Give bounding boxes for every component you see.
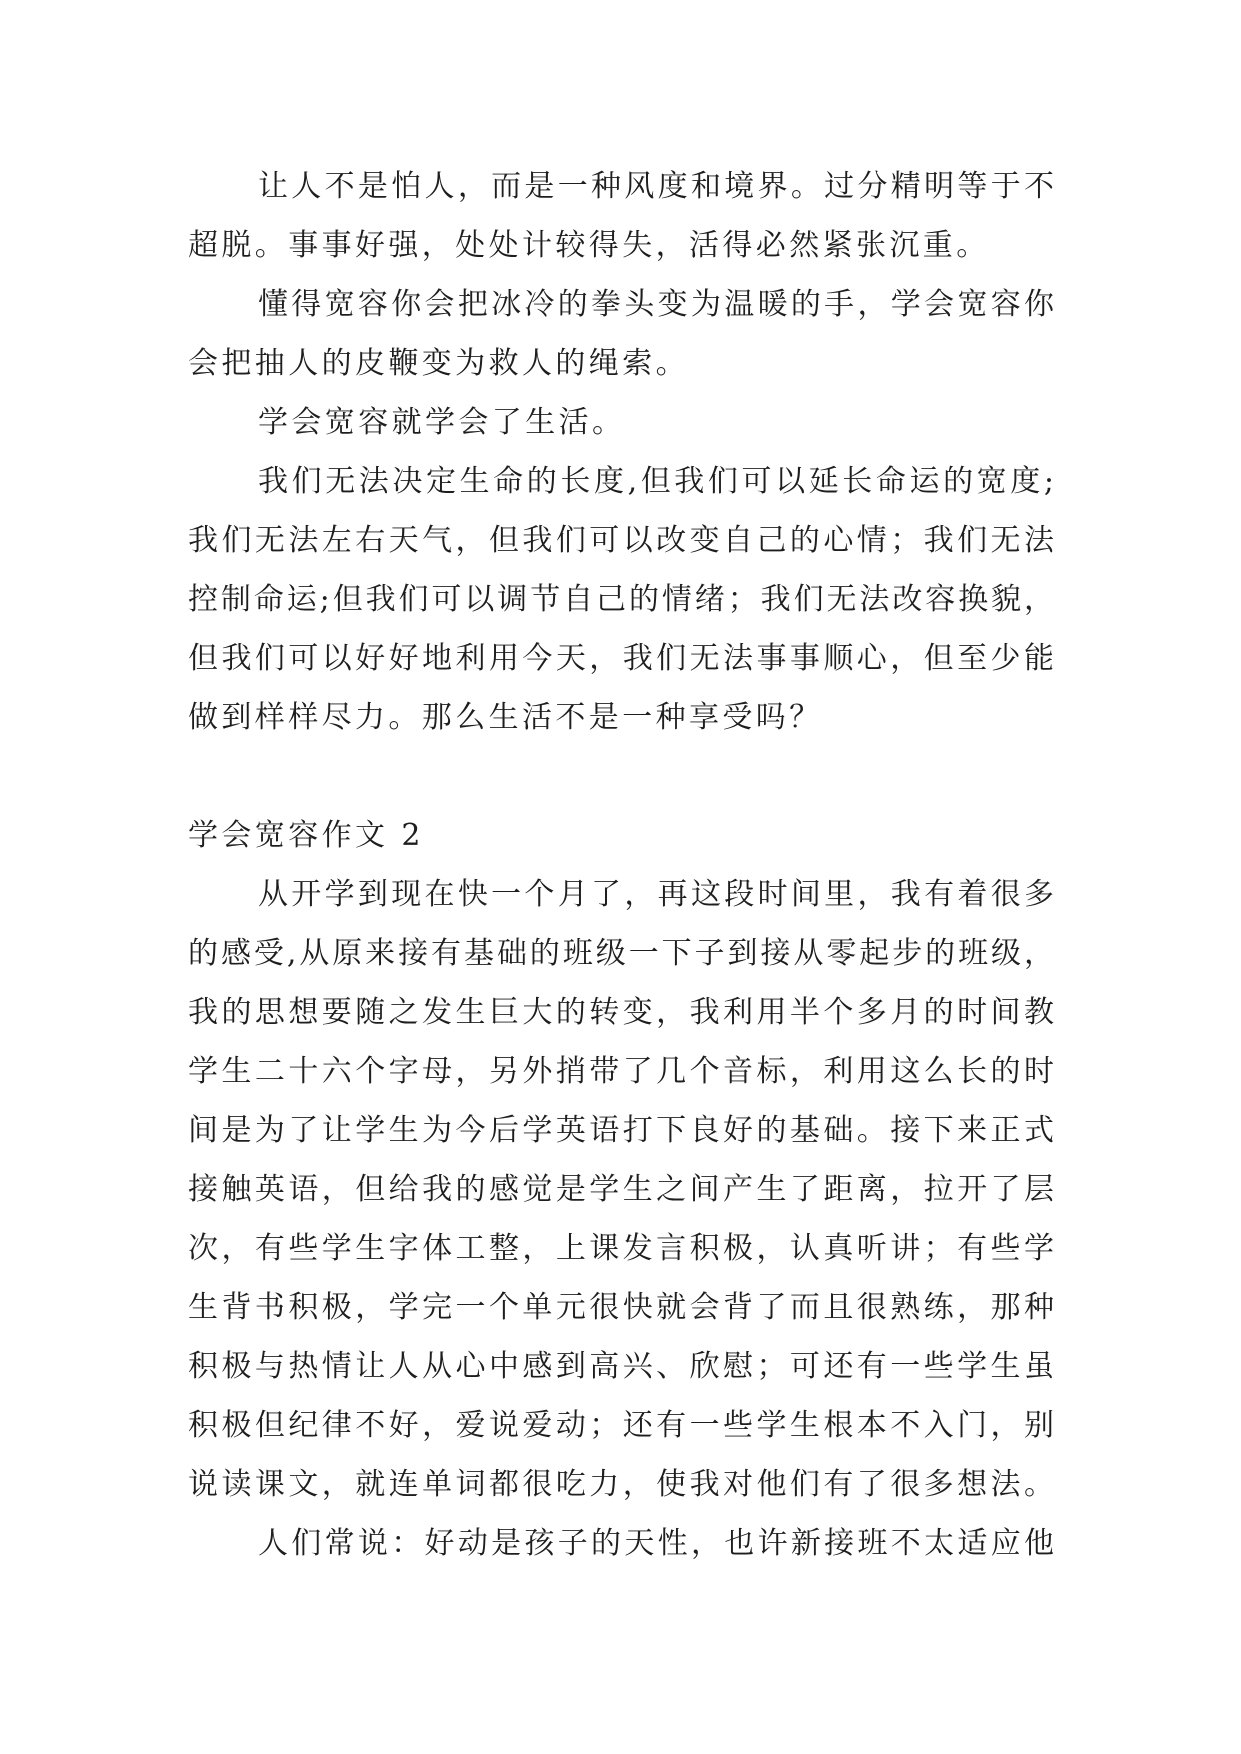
section-heading: 学会宽容作文 2 [188, 818, 424, 853]
paragraph [188, 393, 1054, 452]
text-line: 让人不是怕人，而是一种风度和境界。过分精明等于不 [258, 169, 1054, 204]
text-line: 做到样样尽力。那么生活不是一种享受吗？ [188, 700, 823, 735]
text-line: 积极但纪律不好，爱说爱动；还有一些学生根本不入门，别 [188, 1408, 1054, 1443]
text-line: 说读课文，就连单词都很吃力，使我对他们有了很多想法。 [188, 1467, 1054, 1502]
text-line: 我们无法左右天气，但我们可以改变自己的心情；我们无法 [188, 523, 1054, 558]
text-line: 从开学到现在快一个月了，再这段时间里，我有着很多 [258, 877, 1054, 912]
text-line: 但我们可以好好地利用今天，我们无法事事顺心，但至少能 [188, 641, 1054, 676]
text-line: 积极与热情让人从心中感到高兴、欣慰；可还有一些学生虽 [188, 1349, 1054, 1384]
text-line: 的感受,从原来接有基础的班级一下子到接从零起步的班级， [188, 936, 1054, 971]
document-body [188, 157, 1054, 1573]
text-line: 我的思想要随之发生巨大的转变，我利用半个多月的时间教 [188, 995, 1054, 1030]
text-line: 控制命运;但我们可以调节自己的情绪；我们无法改容换貌， [188, 582, 1054, 617]
paragraph [188, 275, 1054, 393]
text-line: 学会宽容就学会了生活。 [258, 405, 626, 440]
text-line: 会把抽人的皮鞭变为救人的绳索。 [188, 346, 689, 381]
paragraph [188, 452, 1054, 747]
text-line: 懂得宽容你会把冰冷的拳头变为温暖的手，学会宽容你 [258, 287, 1054, 322]
text-line: 间是为了让学生为今后学英语打下良好的基础。接下来正式 [188, 1113, 1054, 1148]
text-line: 超脱。事事好强，处处计较得失，活得必然紧张沉重。 [188, 228, 990, 263]
paragraph [188, 157, 1054, 275]
text-line: 学生二十六个字母，另外捎带了几个音标，利用这么长的时 [188, 1054, 1054, 1089]
text-line: 人们常说：好动是孩子的天性，也许新接班不太适应他 [258, 1526, 1054, 1561]
text-line: 我们无法决定生命的长度,但我们可以延长命运的宽度; [258, 464, 1054, 499]
text-line: 生背书积极，学完一个单元很快就会背了而且很熟练，那种 [188, 1290, 1054, 1325]
paragraph [188, 1514, 1054, 1573]
spacer [188, 747, 1054, 806]
text-line: 接触英语，但给我的感觉是学生之间产生了距离，拉开了层 [188, 1172, 1054, 1207]
paragraph [188, 865, 1054, 1514]
text-line: 次，有些学生字体工整，上课发言积极，认真听讲；有些学 [188, 1231, 1054, 1266]
